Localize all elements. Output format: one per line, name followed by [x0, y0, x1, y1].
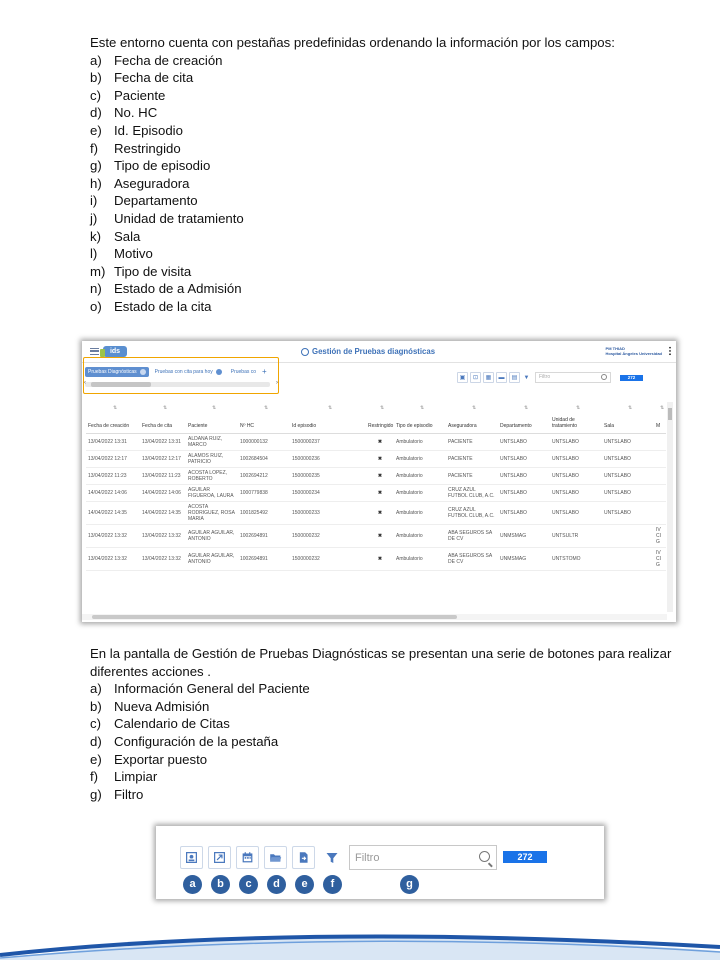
list-item — [90, 298, 615, 316]
table-cell: 13/04/2022 13:32 — [86, 547, 140, 570]
add-tab-button[interactable]: + — [262, 367, 267, 376]
folder-button[interactable]: ▬ — [496, 372, 507, 383]
tab-pruebas-co[interactable] — [228, 367, 259, 377]
table-cell — [602, 547, 654, 570]
search-input[interactable] — [535, 372, 611, 383]
export-icon — [297, 851, 310, 864]
table-cell: UNMSMAG — [498, 524, 550, 547]
table-cell: IV CI G — [654, 524, 666, 547]
vertical-scrollbar[interactable] — [667, 402, 673, 612]
new-admission-button[interactable]: ⊡ — [470, 372, 481, 383]
sort-icon[interactable]: ⇅ — [420, 405, 425, 411]
table-cell: 1002694891 — [238, 524, 290, 547]
table-cell: UNTSLABO — [602, 484, 654, 501]
list-item — [90, 768, 690, 786]
label-e: e — [295, 875, 314, 894]
list-marker: h) — [90, 175, 102, 191]
list-text: Motivo — [114, 246, 153, 262]
field-list — [90, 52, 615, 316]
column-header[interactable] — [550, 403, 602, 433]
table-cell: UNTSLABO — [602, 450, 654, 467]
list-marker: l) — [90, 246, 98, 262]
list-marker: d) — [90, 105, 102, 121]
column-header-label: Fecha de cita — [142, 422, 173, 429]
export-button[interactable] — [292, 846, 315, 869]
tab-close-icon[interactable] — [140, 369, 146, 375]
table-row[interactable] — [86, 433, 666, 450]
sort-icon[interactable]: ⇅ — [660, 405, 665, 411]
list-item — [90, 157, 615, 175]
page-title — [301, 347, 435, 356]
buttons-section — [90, 645, 690, 803]
search-icon — [479, 851, 490, 862]
export-button[interactable]: ▤ — [509, 372, 520, 383]
column-header[interactable] — [394, 403, 446, 433]
record-count-badge: 272 — [503, 851, 547, 863]
list-marker: d) — [90, 733, 102, 749]
list-text: Tipo de visita — [114, 263, 192, 279]
table-cell: 1500000237 — [290, 433, 366, 450]
list-item — [90, 733, 690, 751]
table-cell — [654, 433, 666, 450]
table-cell: 14/04/2022 14:35 — [140, 501, 186, 524]
table-cell: ABA SEGUROS SA DE CV — [446, 547, 498, 570]
column-header[interactable] — [140, 403, 186, 433]
sort-icon[interactable]: ⇅ — [380, 405, 385, 411]
table-cell: AGUILAR FIGUEROA, LAURA — [186, 484, 238, 501]
list-marker: j) — [90, 210, 98, 226]
table-cell: Ambulatorio — [394, 524, 446, 547]
restricted-icon: ✖ — [366, 450, 394, 467]
table-cell: Ambulatorio — [394, 547, 446, 570]
label-c: c — [239, 875, 258, 894]
search-placeholder: Filtro — [539, 374, 551, 380]
list-text: Exportar puesto — [114, 751, 208, 767]
column-header[interactable] — [238, 403, 290, 433]
table-cell: 1500000232 — [290, 547, 366, 570]
horizontal-scrollbar[interactable] — [82, 614, 667, 620]
screenshot-gestion-pruebas — [82, 341, 676, 622]
table-cell: 13/04/2022 11:23 — [86, 467, 140, 484]
table-cell: UNTSLABO — [498, 467, 550, 484]
restricted-icon: ✖ — [366, 484, 394, 501]
table-cell: 1002694212 — [238, 467, 290, 484]
scroll-thumb[interactable] — [668, 408, 672, 420]
table-cell: UNTSULTR — [550, 524, 602, 547]
table-row[interactable] — [86, 450, 666, 467]
table-cell: ALAMOS RUIZ, PATRICIO — [186, 450, 238, 467]
list-item — [90, 680, 690, 698]
record-count-badge: 272 — [620, 375, 643, 381]
filter-icon[interactable]: ▼ — [523, 374, 530, 381]
sort-icon[interactable]: ⇅ — [163, 405, 168, 411]
list-marker: a) — [90, 52, 102, 68]
toolbar — [457, 372, 643, 383]
list-text: Información General del Paciente — [114, 681, 310, 697]
tab-bar — [85, 367, 267, 377]
label-f: f — [323, 875, 342, 894]
column-header-label: Id episodio — [292, 422, 317, 429]
table-cell: CRUZ AZUL FUTBOL CLUB, A.C. — [446, 484, 498, 501]
list-text: Aseguradora — [114, 175, 190, 191]
table-cell: UNTSLABO — [550, 433, 602, 450]
column-header-label: Restringido — [368, 422, 394, 429]
filter-icon[interactable] — [324, 850, 340, 866]
intro-lead: Este entorno cuenta con pestañas predefinidas ordenando la información por los campos: — [90, 35, 615, 50]
tab-label: Pruebas con cita para hoy — [154, 369, 213, 375]
column-header[interactable] — [602, 403, 654, 433]
table-cell: UNTSLABO — [602, 467, 654, 484]
sort-icon[interactable]: ⇅ — [628, 405, 633, 411]
list-marker: g) — [90, 786, 102, 802]
table-cell: 1001825492 — [238, 501, 290, 524]
table-cell — [654, 450, 666, 467]
label-g: g — [400, 875, 419, 894]
table-body — [86, 433, 666, 570]
list-text: Tipo de episodio — [114, 158, 211, 174]
folder-button[interactable] — [264, 846, 287, 869]
table-cell: 1500000235 — [290, 467, 366, 484]
table-cell: 1002694891 — [238, 547, 290, 570]
table-cell — [654, 501, 666, 524]
column-header-label: M — [656, 422, 661, 429]
list-marker: n) — [90, 281, 102, 297]
table-cell: UNTSLABO — [550, 450, 602, 467]
column-header[interactable] — [186, 403, 238, 433]
label-a: a — [183, 875, 202, 894]
calendar-button[interactable] — [236, 846, 259, 869]
table-cell: 13/04/2022 12:17 — [86, 450, 140, 467]
table-cell: UNTSLABO — [550, 467, 602, 484]
list-text: Departamento — [114, 193, 198, 209]
column-header[interactable] — [498, 403, 550, 433]
button-list — [90, 680, 690, 803]
table-cell: 13/04/2022 11:23 — [140, 467, 186, 484]
table-cell: PACIENTE — [446, 467, 498, 484]
label-d: d — [267, 875, 286, 894]
list-item — [90, 715, 690, 733]
column-header-label: Nº HC — [240, 422, 255, 429]
table-cell: AGUILAR AGUILAR, ANTONIO — [186, 547, 238, 570]
table-cell: 13/04/2022 13:32 — [140, 524, 186, 547]
user-name: PM THIAD — [605, 346, 625, 351]
footer-wave — [0, 925, 720, 960]
list-text: Paciente — [114, 87, 166, 103]
buttons-lead: En la pantalla de Gestión de Pruebas Diagnósticas se presentan una serie de botones para realizar diferentes acciones . — [90, 646, 672, 679]
list-item — [90, 245, 615, 263]
search-icon — [601, 374, 607, 380]
sort-icon[interactable]: ⇅ — [328, 405, 333, 411]
table-cell: 1500000232 — [290, 524, 366, 547]
calendar-button[interactable]: ▦ — [483, 372, 494, 383]
table-cell: PACIENTE — [446, 433, 498, 450]
list-item — [90, 69, 615, 87]
restricted-icon: ✖ — [366, 501, 394, 524]
tab-scrollbar[interactable] — [84, 380, 278, 387]
table-cell: UNTSLABO — [498, 501, 550, 524]
list-item — [90, 140, 615, 158]
table-cell: Ambulatorio — [394, 484, 446, 501]
list-marker: a) — [90, 681, 102, 697]
user-org: Hospital Ángeles Universidad — [605, 351, 662, 356]
table-cell: UNMSMAG — [498, 547, 550, 570]
table-cell: UNTSLABO — [550, 484, 602, 501]
table-row[interactable] — [86, 501, 666, 524]
table-cell — [654, 484, 666, 501]
list-text: Estado de la cita — [114, 298, 212, 314]
table-cell: UNTSLABO — [498, 450, 550, 467]
table-cell: 1500000236 — [290, 450, 366, 467]
list-text: Limpiar — [114, 769, 158, 785]
tab-label: Pruebas Diagnósticas — [88, 369, 137, 375]
list-marker: e) — [90, 122, 102, 138]
table-cell: ACOSTA RODRIGUEZ, ROSA MARIA — [186, 501, 238, 524]
list-item — [90, 210, 615, 228]
column-header[interactable] — [654, 403, 666, 433]
tab-close-icon[interactable] — [216, 369, 222, 375]
table-cell: PACIENTE — [446, 450, 498, 467]
table-cell: 14/04/2022 14:35 — [86, 501, 140, 524]
table-cell: 13/04/2022 13:32 — [86, 524, 140, 547]
list-text: Nueva Admisión — [114, 698, 210, 714]
list-text: Configuración de la pestaña — [114, 733, 279, 749]
list-marker: g) — [90, 158, 102, 174]
intro-section — [90, 34, 615, 316]
list-marker: o) — [90, 298, 102, 314]
list-marker: e) — [90, 751, 102, 767]
restricted-icon: ✖ — [366, 524, 394, 547]
list-text: Id. Episodio — [114, 122, 183, 138]
column-header-label: Sala — [604, 422, 615, 429]
search-placeholder: Filtro — [355, 852, 380, 864]
sort-icon[interactable]: ⇅ — [472, 405, 477, 411]
calendar-icon — [241, 851, 254, 864]
column-header-label: Unidad de tratamiento — [552, 416, 578, 429]
more-options-icon[interactable] — [669, 346, 671, 356]
menu-icon[interactable] — [90, 348, 99, 355]
scroll-thumb[interactable] — [91, 382, 151, 387]
list-marker: f) — [90, 769, 99, 785]
appointments-table — [86, 403, 666, 571]
restricted-icon: ✖ — [366, 467, 394, 484]
table-row[interactable] — [86, 484, 666, 501]
table-row[interactable] — [86, 524, 666, 547]
table-row[interactable] — [86, 547, 666, 570]
list-item — [90, 175, 615, 193]
table-cell: UNTSLABO — [602, 433, 654, 450]
table-cell: 13/04/2022 12:17 — [140, 450, 186, 467]
table-cell: Ambulatorio — [394, 467, 446, 484]
patient-info-icon — [185, 851, 198, 864]
sort-icon[interactable]: ⇅ — [113, 405, 118, 411]
column-header-label: Tipo de episodio — [396, 422, 433, 429]
patient-info-button[interactable]: ▣ — [457, 372, 468, 383]
search-input[interactable] — [349, 845, 497, 870]
list-item — [90, 52, 615, 70]
list-item — [90, 786, 690, 804]
list-item — [90, 104, 615, 122]
list-marker: c) — [90, 87, 101, 103]
tab-label: Pruebas co — [230, 369, 257, 375]
restricted-icon: ✖ — [366, 433, 394, 450]
list-marker: b) — [90, 70, 102, 86]
user-info — [606, 346, 662, 356]
list-text: Sala — [114, 228, 141, 244]
table-cell: ALDANA RUIZ, MARCO — [186, 433, 238, 450]
table-cell: AGUILAR AGUILAR, ANTONIO — [186, 524, 238, 547]
list-text: No. HC — [114, 105, 158, 121]
column-header[interactable] — [290, 403, 366, 433]
new-admission-button[interactable] — [208, 846, 231, 869]
list-marker: k) — [90, 228, 101, 244]
list-text: Fecha de creación — [114, 52, 223, 68]
restricted-icon: ✖ — [366, 547, 394, 570]
stethoscope-icon — [301, 348, 309, 356]
table-cell: 1000779838 — [238, 484, 290, 501]
table-cell: 1000000132 — [238, 433, 290, 450]
scroll-left-icon[interactable]: ‹ — [84, 380, 86, 386]
list-text: Restringido — [114, 140, 181, 156]
table-cell: IV CI G — [654, 547, 666, 570]
column-header-label: Departamento — [500, 422, 532, 429]
list-text: Calendario de Citas — [114, 716, 230, 732]
table-cell: CRUZ AZUL FUTBOL CLUB, A.C. — [446, 501, 498, 524]
column-header-label: Fecha de creación — [88, 422, 130, 429]
list-text: Filtro — [114, 786, 144, 802]
tab-pruebas-cita-hoy[interactable] — [152, 367, 225, 377]
table-row[interactable] — [86, 467, 666, 484]
list-marker: f) — [90, 140, 99, 156]
list-text: Fecha de cita — [114, 70, 194, 86]
table-cell: ABA SEGUROS SA DE CV — [446, 524, 498, 547]
table-cell: UNTSLABO — [602, 501, 654, 524]
list-item — [90, 263, 615, 281]
list-item — [90, 751, 690, 769]
table-cell: 1002684504 — [238, 450, 290, 467]
table-cell: Ambulatorio — [394, 433, 446, 450]
column-header[interactable] — [366, 403, 394, 433]
table-cell: Ambulatorio — [394, 501, 446, 524]
list-item — [90, 192, 615, 210]
list-item — [90, 87, 615, 105]
sort-icon[interactable]: ⇅ — [524, 405, 529, 411]
table-cell: 1500000233 — [290, 501, 366, 524]
table-cell: UNTSLABO — [550, 501, 602, 524]
list-item — [90, 122, 615, 140]
list-text: Unidad de tratamiento — [114, 210, 244, 226]
sort-icon[interactable]: ⇅ — [212, 405, 217, 411]
table-cell: UNTSLABO — [498, 433, 550, 450]
sort-icon[interactable]: ⇅ — [576, 405, 581, 411]
list-marker: i) — [90, 193, 98, 209]
table-cell: ACOSTA LOPEZ, ROBERTO — [186, 467, 238, 484]
list-item — [90, 698, 690, 716]
scroll-right-icon[interactable]: › — [276, 380, 278, 386]
table-cell: UNTSLABO — [498, 484, 550, 501]
table-cell: UNTSTOMO — [550, 547, 602, 570]
page-title-text: Gestión de Pruebas diagnósticas — [312, 347, 436, 356]
table-cell: Ambulatorio — [394, 450, 446, 467]
table-cell: 13/04/2022 13:31 — [140, 433, 186, 450]
app-logo: ids — [103, 346, 127, 357]
column-header-label: Aseguradora — [448, 422, 477, 429]
table-cell — [654, 467, 666, 484]
list-item — [90, 280, 615, 298]
table-cell: 14/04/2022 14:06 — [140, 484, 186, 501]
table-cell: 13/04/2022 13:31 — [86, 433, 140, 450]
column-header-label: Paciente — [188, 422, 208, 429]
patient-info-button[interactable] — [180, 846, 203, 869]
list-marker: c) — [90, 716, 101, 732]
new-admission-icon — [213, 851, 226, 864]
column-header[interactable] — [446, 403, 498, 433]
table-cell: 13/04/2022 13:32 — [140, 547, 186, 570]
screenshot-toolbar-detail — [156, 826, 604, 899]
table-cell: 1500000234 — [290, 484, 366, 501]
tab-pruebas-diagnosticas[interactable] — [85, 367, 149, 377]
column-header[interactable] — [86, 403, 140, 433]
folder-icon — [269, 851, 282, 864]
list-text: Estado de a Admisión — [114, 281, 242, 297]
label-b: b — [211, 875, 230, 894]
table-cell — [602, 524, 654, 547]
list-marker: m) — [90, 263, 106, 279]
sort-icon[interactable]: ⇅ — [264, 405, 269, 411]
table-header-row — [86, 403, 666, 433]
table-cell: 14/04/2022 14:06 — [86, 484, 140, 501]
list-marker: b) — [90, 698, 102, 714]
list-item — [90, 228, 615, 246]
scroll-thumb[interactable] — [92, 615, 457, 619]
